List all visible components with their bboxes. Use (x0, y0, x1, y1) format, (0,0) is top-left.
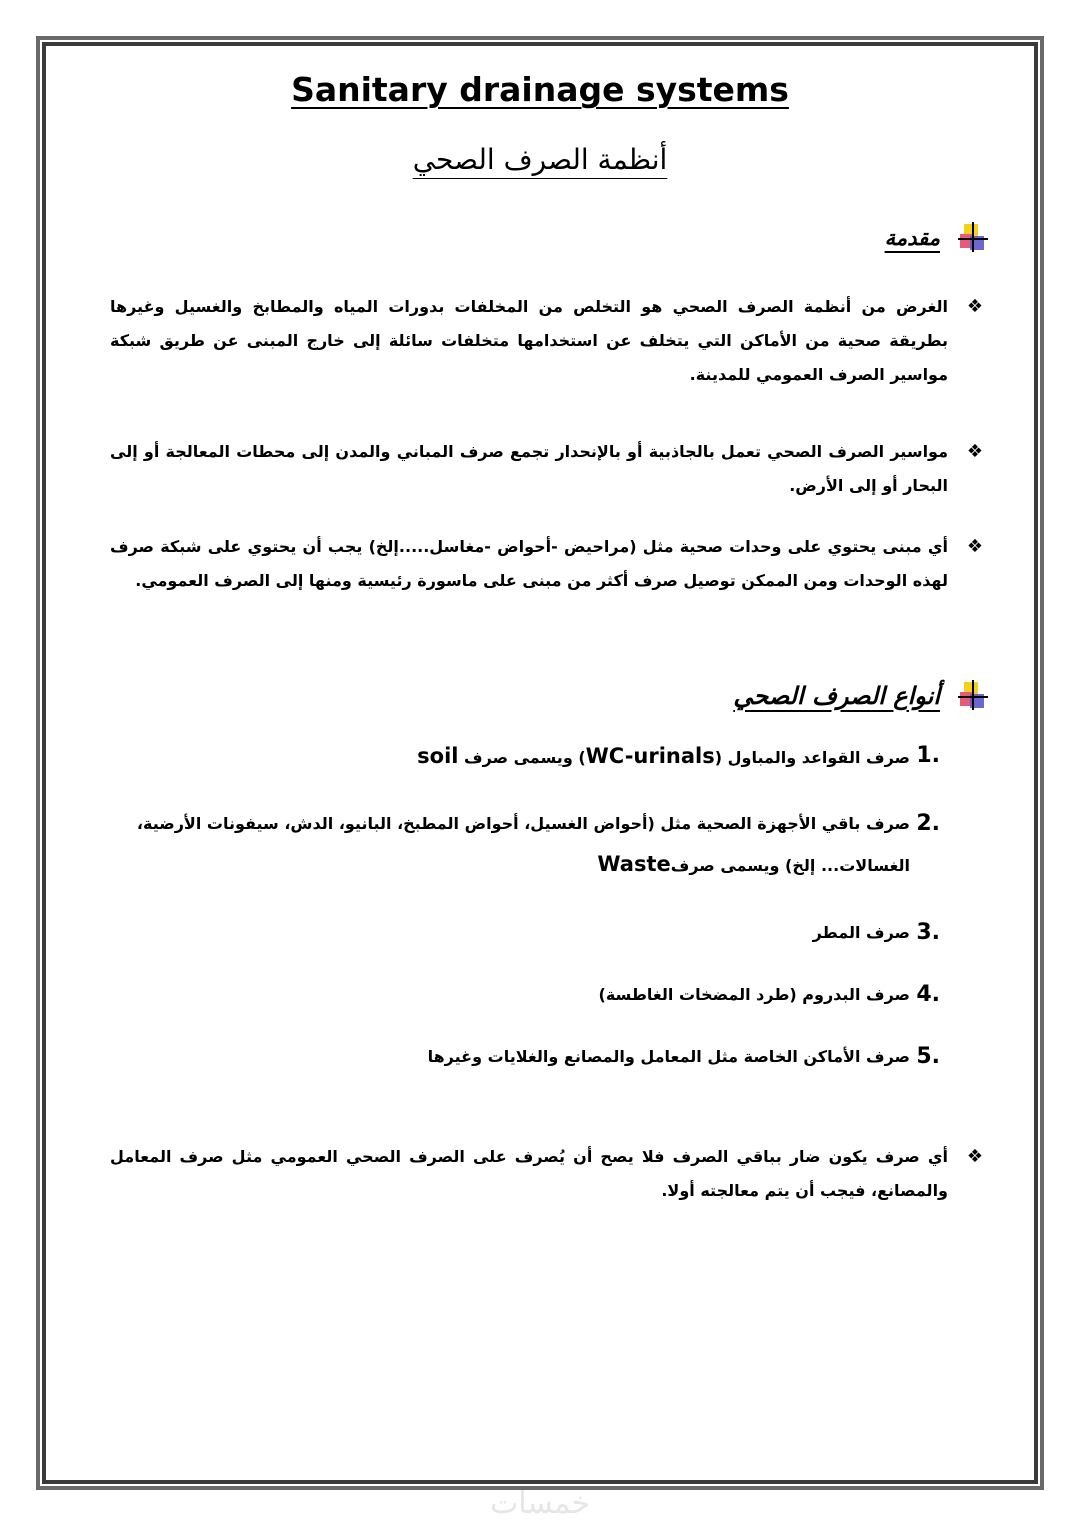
list-item-number: 1. (916, 743, 940, 768)
bullet-paragraph (110, 530, 988, 598)
list-item-text: صرف القواعد والمباول ( (714, 748, 910, 767)
list-item-text: ) ويسمى صرف (458, 748, 586, 767)
list-item (95, 913, 940, 953)
bullet-paragraph (110, 1140, 988, 1208)
bullet-text: أي مبنى يحتوي على وحدات صحية مثل (مراحيض -أحواض -مغاسل.....إلخ) يجب أن يحتوي على شبكة صرف لهذه الوحدات ومن الممكن توصيل صرف أكثر من مبنى على ماسورة رئيسية ومنها إلى الصرف العمومي. (110, 537, 948, 590)
plus-icon (958, 680, 988, 710)
diamond-bullet-icon: ❖ (966, 1146, 984, 1167)
diamond-bullet-icon: ❖ (966, 441, 984, 462)
section-heading-intro-text: مقدمة (884, 224, 940, 250)
diamond-bullet-icon: ❖ (966, 536, 984, 557)
bullet-paragraph (110, 435, 988, 503)
list-item-number: 2. (916, 811, 940, 836)
list-item-number: 4. (916, 982, 940, 1007)
list-item (95, 975, 940, 1015)
list-item-text: صرف الأماكن الخاصة مثل المعامل والمصانع والغلايات وغيرها (427, 1047, 910, 1066)
list-item-number: 3. (916, 920, 940, 945)
page-title-english: Sanitary drainage systems (291, 70, 789, 109)
diamond-bullet-icon: ❖ (966, 296, 984, 317)
bullet-paragraph (110, 290, 988, 392)
list-item (95, 1037, 940, 1077)
page-title-arabic: أنظمة الصرف الصحي (412, 143, 668, 176)
bullet-text: مواسير الصرف الصحي تعمل بالجاذبية أو بالإنحدار تجمع صرف المباني والمدن إلى محطات المعالجة أو إلى البحار أو إلى الأرض. (110, 442, 948, 495)
list-item-text: صرف باقي الأجهزة الصحية مثل (أحواض الغسيل، أحواض المطبخ، البانيو، الدش، سيفونات الأرضية، الغسالات... إلخ) ويسمى صرف (136, 814, 910, 875)
section-heading-intro (885, 222, 988, 252)
list-item-number: 5. (916, 1044, 940, 1069)
list-item-term: soil (417, 744, 459, 768)
plus-icon (958, 222, 988, 252)
bullet-text: أي صرف يكون ضار بباقي الصرف فلا يصح أن يُصرف على الصرف الصحي العمومي مثل صرف المعامل والمصانع، فيجب أن يتم معالجته أولا. (110, 1147, 948, 1200)
bullet-text: الغرض من أنظمة الصرف الصحي هو التخلص من المخلفات بدورات المياه والمطابخ والغسيل وغيرها بطريقة صحية من الأماكن التي يتخلف عن استخدامها متخلفات سائلة إلى خارج المبنى عن طريق شبكة مواسير الصرف العمومي للمدينة. (110, 297, 948, 384)
list-item (95, 736, 940, 778)
list-item-term: WC-urinals (585, 744, 715, 768)
list-item-text: صرف البدروم (طرد المضخات الغاطسة) (598, 985, 910, 1004)
section-heading-types (733, 680, 988, 710)
list-item-term: Waste (597, 852, 671, 876)
watermark: خمسات (489, 1486, 591, 1521)
list-item-text: صرف المطر (812, 923, 910, 942)
list-item (95, 804, 940, 886)
section-heading-types-text: أنواع الصرف الصحي (733, 680, 940, 710)
